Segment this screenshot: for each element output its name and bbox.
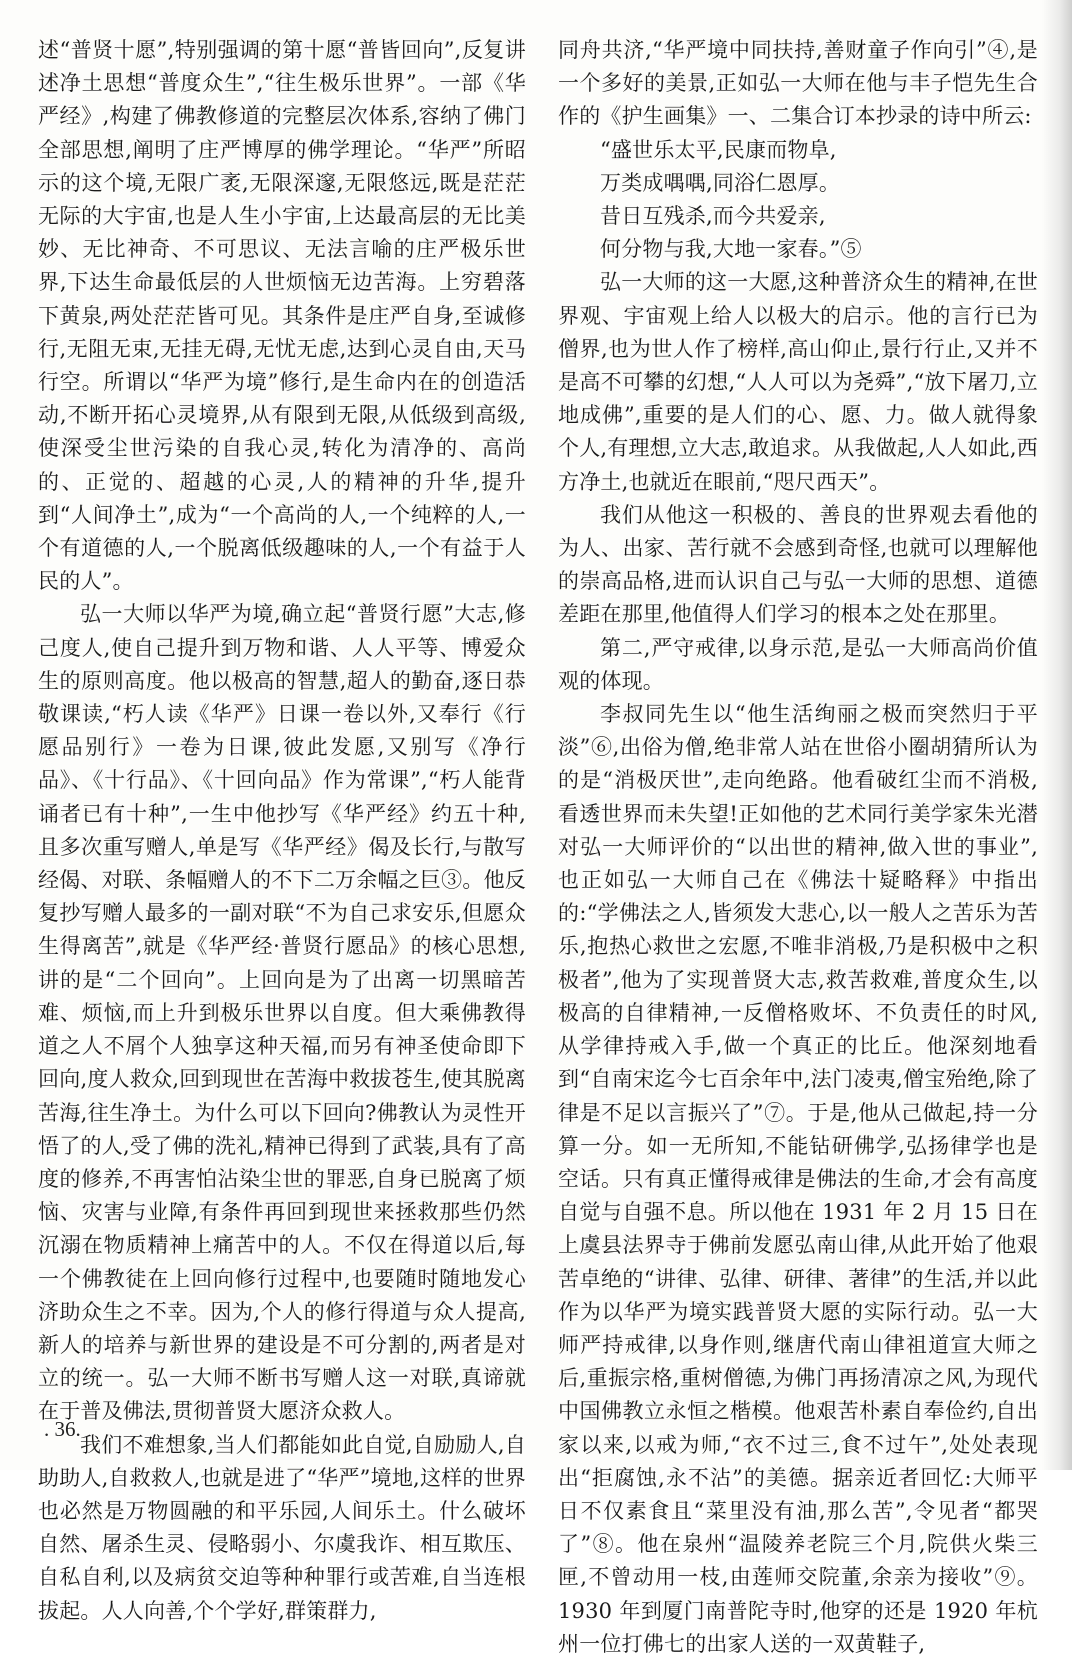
paragraph: 弘一大师的这一大愿,这种普济众生的精神,在世界观、宇宙观上给人以极大的启示。他的言行已为僧界,也为世人作了榜样,高山仰止,景行行止,又并不是高不可攀的幻想,“人人可以为尧舜”,“放下屠刀,立地成佛”,重要的是人们的心、愿、力。做人就得象个人,有理想,立大志,敢追求。从我做起,人人如此,西方净土,也就近在眼前,“咫尺西天”。 — [558, 270, 1038, 494]
poem-line: 何分物与我,大地一家春。”⑤ — [600, 237, 862, 262]
poem-line: 昔日互残杀,而今共爱亲, — [600, 204, 826, 229]
paragraph: 第二,严守戒律,以身示范,是弘一大师高尚价值观的体现。 — [558, 635, 1038, 693]
page-number: . 36. — [44, 1417, 81, 1441]
right-text-column — [558, 34, 1038, 1661]
scan-shadow-edge — [1042, 0, 1072, 1470]
paragraph: 李叔同先生以“他生活绚丽之极而突然归于平淡”⑥,出俗为僧,绝非常人站在世俗小圈胡猜所认为的是“消极厌世”,走向绝路。他看破红尘而不消极,看透世界而未失望!正如他的艺术同行美学家朱光潜对弘一大师评价的“以出世的精神,做入世的事业”,也正如弘一大师自己在《佛法十疑略释》中指出的:“学佛法之人,皆须发大悲心,以一般人之苦乐为苦乐,抱热心救世之宏愿,不唯非消极,乃是积极中之积极者”,他为了实现普贤大志,救苦救难,普度众生,以极高的自律精神,一反僧格败坏、不负责任的时风,从学律持戒入手,做一个真正的比丘。他深刻地看到“自南宋迄今七百余年中,法门凌夷,僧宝殆绝,除了律是不足以言振兴了”⑦。于是,他从己做起,持一分算一分。如一无所知,不能钻研佛学,弘扬律学也是空话。只有真正懂得戒律是佛法的生命,才会有高度自觉与自强不息。所以他在 1931 年 2 月 15 日在上虞县法界寺于佛前发愿弘南山律,从此开始了他艰苦卓绝的“讲律、弘律、研律、著律”的生活,并以此作为以华严为境实践普贤大愿的实际行动。弘一大师严持戒律,以身作则,继唐代南山律祖道宣大师之后,重振宗格,重树僧德,为佛门再扬清凉之风,为现代中国佛教立永恒之楷模。他艰苦朴素自奉俭约,自出家以来,以戒为师,“衣不过三,食不过午”,处处表现出“拒腐蚀,永不沾”的美德。据亲近者回忆:大师平日不仅素食且“菜里没有油,那么苦”,令见者“都哭了”⑧。他在泉州“温陵养老院三个月,院供火柴三匣,不曾动用一枝,由莲师交院董,余亲为接收”⑨。1930 年到厦门南普陀寺时,他穿的还是 1920 年杭州一位打佛七的出家人送的一双黄鞋子, — [558, 702, 1038, 1656]
paragraph: 弘一大师以华严为境,确立起“普贤行愿”大志,修己度人,使自己提升到万物和谐、人人平等、博爱众生的原则高度。他以极高的智慧,超人的勤奋,逐日恭敬课读,“朽人读《华严》日课一卷以外,又奉行《行愿品别行》一卷为日课,彼此发愿,又别写《净行品》、《十行品》、《十回向品》作为常课”,“朽人能背诵者已有十种”,一生中他抄写《华严经》约五十种,且多次重写赠人,单是写《华严经》偈及长行,与散写经偈、对联、条幅赠人的不下二万余幅之巨③。他反复抄写赠人最多的一副对联“不为自己求安乐,但愿众生得离苦”,就是《华严经·普贤行愿品》的核心思想,讲的是“二个回向”。上回向是为了出离一切黑暗苦难、烦恼,而上升到极乐世界以自度。但大乘佛教得道之人不屑个人独享这种天福,而另有神圣使命即下回向,度人救众,回到现世在苦海中救拔苍生,使其脱离苦海,往生净土。为什么可以下回向?佛教认为灵性开悟了的人,受了佛的洗礼,精神已得到了武装,具有了高度的修养,不再害怕沾染尘世的罪恶,自身已脱离了烦恼、灾害与业障,有条件再回到现世来拯救那些仍然沉溺在物质精神上痛苦中的人。不仅在得道以后,每一个佛教徒在上回向修行过程中,也要随时随地发心济助众生之不幸。因为,个人的修行得道与众人提高,新人的培养与新世界的建设是不可分割的,两者是对立的统一。弘一大师不断书写赠人这一对联,真谛就在于普及佛法,贯彻普贤大愿济众救人。 — [38, 602, 526, 1424]
poem-line: 万类成喁喁,同浴仁恩厚。 — [600, 170, 841, 195]
paragraph: 同舟共济,“华严境中同扶持,善财童子作向引”④,是一个多好的美景,正如弘一大师在他与丰子恺先生合作的《护生画集》一、二集合订本抄录的诗中所云: — [558, 38, 1038, 129]
paragraph: 我们不难想象,当人们都能如此自觉,自励励人,自助助人,自救救人,也就是进了“华严”境地,这样的世界也必然是万物圆融的和平乐园,人间乐土。什么破坏自然、屠杀生灵、侵略弱小、尔虞我诈、相互欺压、自私自利,以及病贫交迫等种种罪行或苦难,自当连根拔起。人人向善,个个学好,群策群力, — [38, 1432, 526, 1623]
paragraph: 述“普贤十愿”,特别强调的第十愿“普皆回向”,反复讲述净土思想“普度众生”,“往生极乐世界”。一部《华严经》,构建了佛教修道的完整层次体系,容纳了佛门全部思想,阐明了庄严博厚的佛学理论。“华严”所昭示的这个境,无限广袤,无限深邃,无限悠远,既是茫茫无际的大宇宙,也是人生小宇宙,上达最高层的无比美妙、无比神奇、不可思议、无法言喻的庄严极乐世界,下达生命最低层的人世烦恼无边苦海。上穷碧落下黄泉,两处茫茫皆可见。其条件是庄严自身,至诚修行,无阻无束,无挂无碍,无忧无虑,达到心灵自由,天马行空。所谓以“华严为境”修行,是生命内在的创造活动,不断开拓心灵境界,从有限到无限,从低级到高级,使深受尘世污染的自我心灵,转化为清净的、高尚的、正觉的、超越的心灵,人的精神的升华,提升到“人间净土”,成为“一个高尚的人,一个纯粹的人,一个有道德的人,一个脱离低级趣味的人,一个有益于人民的人”。 — [38, 38, 526, 594]
paragraph: 我们从他这一积极的、善良的世界观去看他的为人、出家、苦行就不会感到奇怪,也就可以理解他的崇高品格,进而认识自己与弘一大师的思想、道德差距在那里,他值得人们学习的根本之处在那里。 — [558, 502, 1038, 627]
poem-line: “盛世乐太平,民康而物阜, — [600, 137, 837, 162]
left-text-column — [38, 34, 526, 1628]
